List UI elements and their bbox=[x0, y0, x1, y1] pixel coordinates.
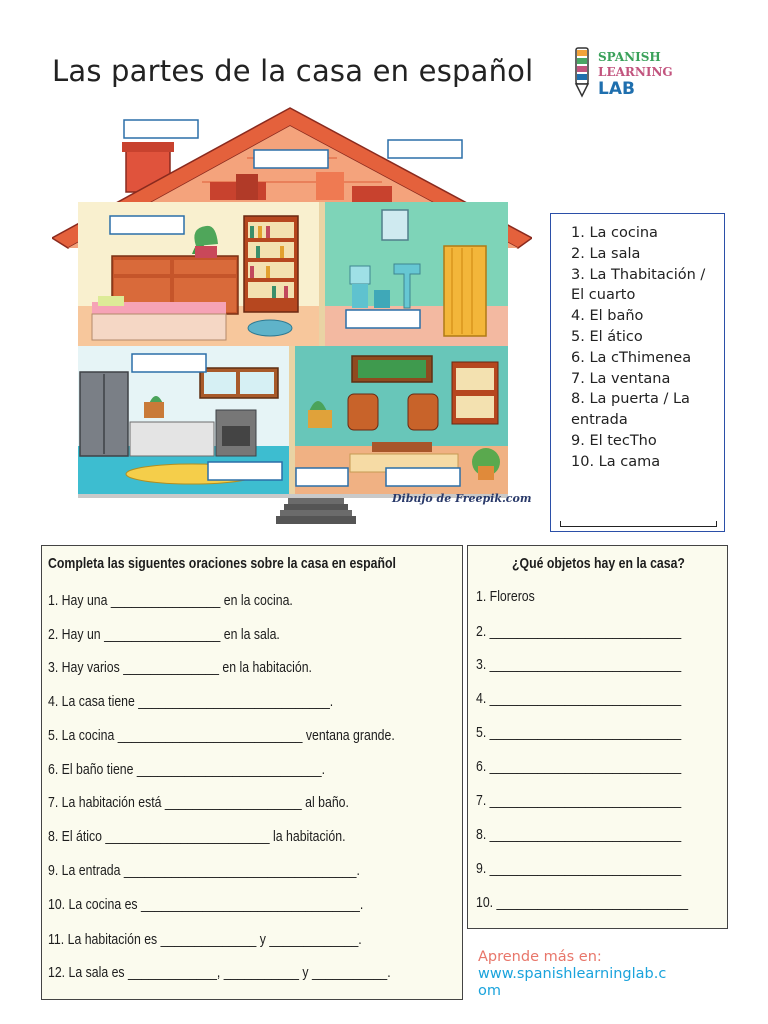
object-item: 1. Floreros bbox=[476, 588, 535, 605]
sentence-item: 10. La cocina es ________________________________. bbox=[48, 896, 364, 913]
sentence-item: 9. La entrada __________________________________. bbox=[48, 862, 360, 879]
sentence-item: 11. La habitación es ______________ y _____________. bbox=[48, 931, 362, 948]
object-item: 2. ____________________________ bbox=[476, 623, 682, 640]
objects-heading: ¿Qué objetos hay en la casa? bbox=[512, 555, 685, 572]
vocab-item: 10. La cama bbox=[571, 453, 661, 470]
bracket-decoration bbox=[560, 521, 717, 527]
object-item: 8. ____________________________ bbox=[476, 826, 682, 843]
vocab-item: 4. El baño bbox=[571, 308, 644, 325]
vocab-item: 8. La puerta / La entrada bbox=[571, 391, 690, 429]
logo-line-2: LEARNING bbox=[598, 65, 673, 79]
vocab-item: 2. La sala bbox=[571, 245, 641, 262]
vocabulary-list-box bbox=[550, 213, 725, 532]
logo-line-1: SPANISH bbox=[598, 50, 661, 64]
vocab-item: 1. La cocina bbox=[571, 225, 658, 241]
sentence-item: 8. El ático ________________________ la habitación. bbox=[48, 828, 346, 845]
page-title: Las partes de la casa en español bbox=[52, 54, 534, 88]
image-credit: Dibujo de Freepik.com bbox=[392, 492, 532, 505]
vocabulary-list bbox=[571, 223, 723, 473]
learn-more-footer bbox=[478, 949, 668, 1000]
vocab-item: 9. El tecTho bbox=[571, 432, 657, 449]
pencil-icon bbox=[572, 42, 598, 102]
objects-exercise-panel bbox=[467, 545, 728, 929]
sentence-item: 5. La cocina ___________________________ ventana grande. bbox=[48, 727, 395, 744]
object-item: 3. ____________________________ bbox=[476, 656, 682, 673]
object-item: 10. ____________________________ bbox=[476, 894, 689, 911]
logo-line-3: LAB bbox=[598, 79, 635, 99]
spanish-learning-lab-logo bbox=[572, 42, 692, 102]
sentence-item: 2. Hay un _________________ en la sala. bbox=[48, 626, 280, 643]
vocab-item: 5. El ático bbox=[571, 328, 643, 345]
object-item: 5. ____________________________ bbox=[476, 724, 682, 741]
sentences-heading: Completa las siguentes oraciones sobre la casa en español bbox=[48, 555, 396, 572]
sentence-item: 6. El baño tiene ___________________________. bbox=[48, 761, 326, 778]
sentence-item: 4. La casa tiene ____________________________. bbox=[48, 693, 334, 710]
vocab-item: 6. La cThimenea bbox=[571, 349, 692, 366]
website-link[interactable]: www.spanishlearninglab.com bbox=[478, 966, 667, 999]
learn-more-label: Aprende más en: bbox=[478, 949, 602, 965]
sentence-item: 3. Hay varios ______________ en la habitación. bbox=[48, 659, 312, 676]
sentence-item: 1. Hay una ________________ en la cocina. bbox=[48, 592, 293, 609]
vocab-item: 7. La ventana bbox=[571, 370, 671, 387]
house-illustration bbox=[52, 106, 532, 526]
sentence-item: 7. La habitación está ____________________ al baño. bbox=[48, 794, 349, 811]
vocab-item: 3. La Thabitación / El cuarto bbox=[571, 266, 706, 304]
object-item: 7. ____________________________ bbox=[476, 792, 682, 809]
object-item: 9. ____________________________ bbox=[476, 860, 682, 877]
object-item: 4. ____________________________ bbox=[476, 690, 682, 707]
sentence-item: 12. La sala es _____________, ___________ y ___________. bbox=[48, 964, 391, 981]
object-item: 6. ____________________________ bbox=[476, 758, 682, 775]
sentences-exercise-panel bbox=[41, 545, 463, 1000]
